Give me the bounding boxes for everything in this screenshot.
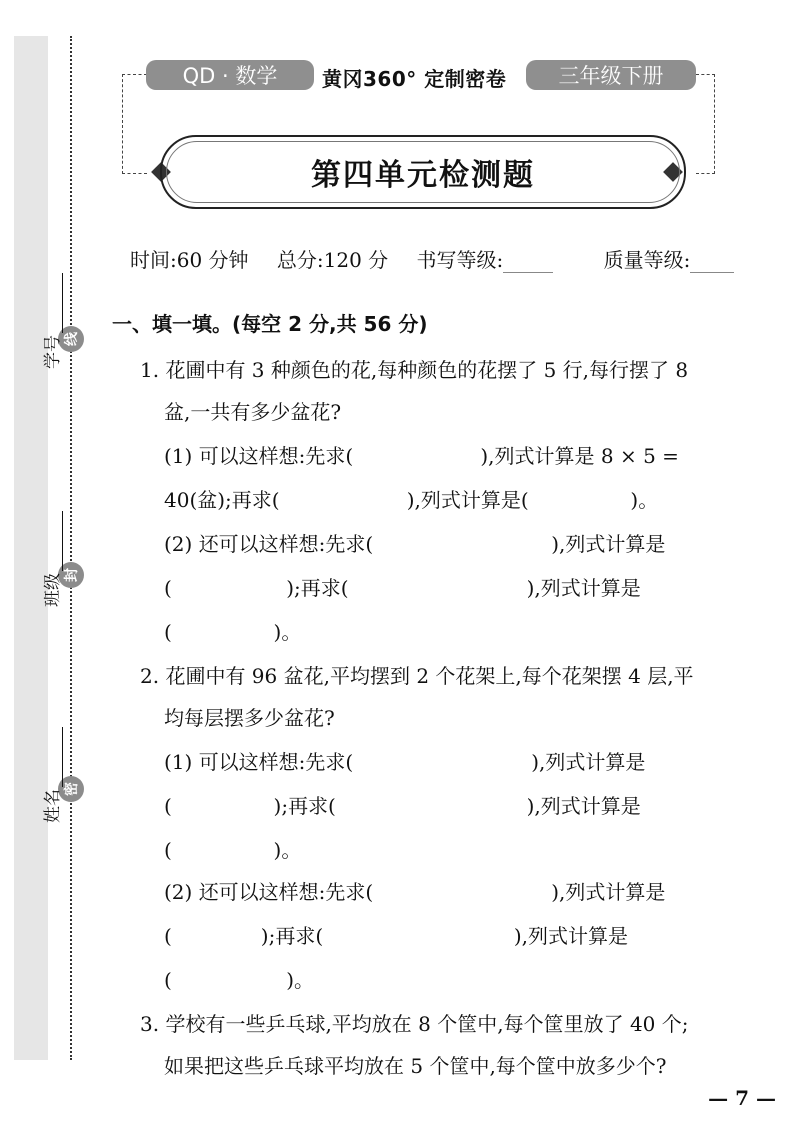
q1-line-2: 盆,一共有多少盆花?	[164, 400, 342, 424]
q2-line-1: 2. 花圃中有 96 盆花,平均摆到 2 个花架上,每个花架摆 4 层,平	[140, 664, 694, 688]
quality-grade-label: 质量等级:	[604, 248, 757, 272]
section-heading: 一、填一填。(每空 2 分,共 56 分)	[112, 312, 428, 336]
student-id-line	[46, 273, 63, 333]
q2-part2-line-1[interactable]: (2) 还可以这样想:先求( ),列式计算是	[164, 880, 666, 904]
class-field[interactable]	[43, 477, 63, 607]
name-field[interactable]	[43, 693, 63, 823]
quality-grade-blank[interactable]	[690, 272, 734, 273]
time-label: 时间:60 分钟	[130, 248, 249, 272]
q2-line-2: 均每层摆多少盆花?	[164, 706, 335, 730]
q1-part1-line-2[interactable]: 40(盆);再求( ),列式计算是( )。	[164, 488, 659, 512]
header-bracket-left	[122, 74, 147, 174]
q2-part1-line-1[interactable]: (1) 可以这样想:先求( ),列式计算是	[164, 750, 646, 774]
writing-grade-label: 书写等级:	[417, 248, 576, 272]
exam-info	[130, 244, 778, 273]
seal-secret-badge: 密	[58, 776, 84, 802]
name-label: 姓名	[43, 789, 63, 823]
cut-line	[70, 36, 72, 1060]
q2-part1-line-2[interactable]: ( );再求( ),列式计算是	[164, 794, 641, 818]
student-id-field[interactable]	[43, 239, 63, 369]
total-label: 总分:120 分	[276, 248, 389, 272]
q2-part1-line-3[interactable]: ( )。	[164, 838, 302, 862]
seal-line-badge: 线	[58, 326, 84, 352]
header-bracket-right	[696, 74, 715, 174]
subject-pill: QD · 数学	[146, 60, 314, 90]
brand-text: 黄冈360° 定制密卷	[322, 67, 507, 91]
writing-grade-blank[interactable]	[503, 272, 553, 273]
q1-line-1: 1. 花圃中有 3 种颜色的花,每种颜色的花摆了 5 行,每行摆了 8	[140, 358, 689, 382]
seal-fold-badge: 封	[58, 562, 84, 588]
q3-line-2: 如果把这些乒乓球平均放在 5 个筐中,每个筐中放多少个?	[164, 1054, 667, 1078]
q1-part2-line-2[interactable]: ( );再求( ),列式计算是	[164, 576, 641, 600]
page-number: — 7 —	[708, 1086, 776, 1110]
q2-part2-line-3[interactable]: ( )。	[164, 968, 315, 992]
title-frame	[160, 135, 686, 209]
q2-part2-line-2[interactable]: ( );再求( ),列式计算是	[164, 924, 629, 948]
name-line	[46, 727, 63, 787]
q1-part1-line-1[interactable]: (1) 可以这样想:先求( ),列式计算是 8 × 5 =	[164, 444, 679, 468]
grade-pill: 三年级下册	[526, 60, 696, 90]
q3-line-1: 3. 学校有一些乒乓球,平均放在 8 个筐中,每个筐里放了 40 个;	[140, 1012, 689, 1036]
class-label: 班级	[43, 573, 63, 607]
page-title: 第四单元检测题	[311, 158, 535, 193]
q1-part2-line-3[interactable]: ( )。	[164, 620, 302, 644]
class-line	[46, 511, 63, 571]
q1-part2-line-1[interactable]: (2) 还可以这样想:先求( ),列式计算是	[164, 532, 666, 556]
student-id-label: 学号	[43, 335, 63, 369]
